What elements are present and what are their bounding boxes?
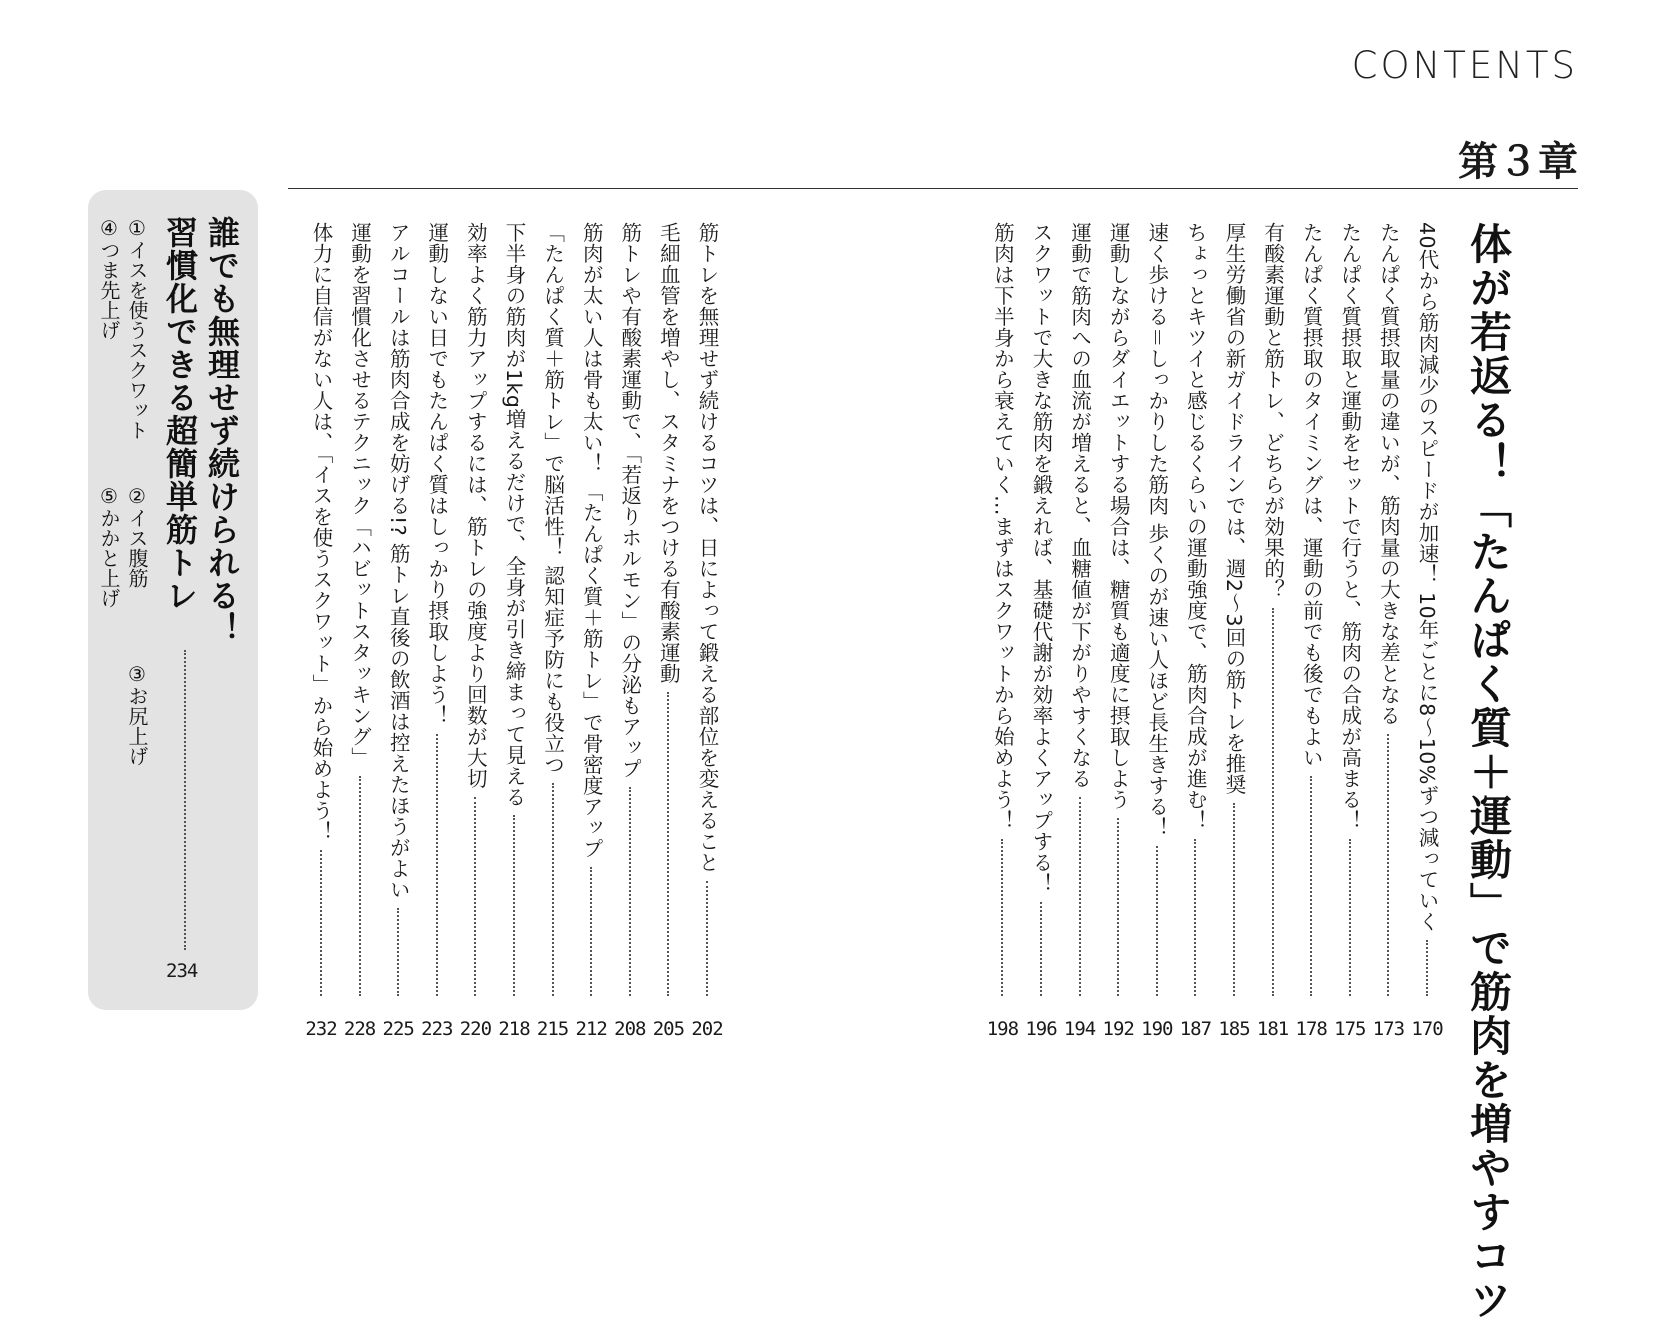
chapter-label: 第３章 <box>1458 139 1578 185</box>
toc-entry <box>1101 222 1135 1040</box>
toc-entry-title: 運動で筋肉への血流が増えると、血糖値が下がりやすくなる <box>1067 222 1092 789</box>
toc-entry <box>343 222 377 1040</box>
toc-entry-page: 228 <box>343 1018 376 1040</box>
dot-leader <box>1040 902 1042 996</box>
toc-entry <box>1256 222 1290 1040</box>
dot-leader <box>1001 839 1003 996</box>
dot-leader <box>590 867 592 996</box>
dot-leader <box>397 908 399 996</box>
toc-entry <box>1294 222 1328 1040</box>
toc-entry-page: 187 <box>1179 1018 1212 1040</box>
exercise-3: ③お尻上げ <box>125 662 149 766</box>
special-title-line1: 誰でも無理せず続けられる！ <box>203 216 241 645</box>
toc-entry <box>985 222 1019 1040</box>
toc-entry <box>458 222 492 1040</box>
dot-leader <box>552 783 554 996</box>
toc-entry-title: 速く歩ける＝しっかりした筋肉 歩くのが速い人ほど長生きする！ <box>1144 222 1169 839</box>
toc-entry <box>1333 222 1367 1040</box>
dot-leader <box>629 787 631 996</box>
toc-entry <box>1178 222 1212 1040</box>
dot-leader <box>1272 608 1274 996</box>
toc-entry-page: 178 <box>1295 1018 1327 1040</box>
toc-entry <box>1140 222 1174 1040</box>
toc-entry-page: 192 <box>1102 1018 1134 1040</box>
toc-entry <box>651 222 685 1040</box>
toc-entry <box>1371 222 1405 1040</box>
dot-leader <box>1156 846 1158 996</box>
toc-entry <box>1063 222 1097 1040</box>
toc-entry-title: 毛細血管を増やし、スタミナをつける有酸素運動 <box>656 222 681 684</box>
toc-entry-page: 223 <box>421 1018 453 1040</box>
toc-entry-title: ちょっとキツイと感じるくらいの運動強度で、筋肉合成が進む！ <box>1183 222 1208 831</box>
toc-entry-page: 212 <box>575 1018 607 1040</box>
toc-entry <box>690 222 724 1040</box>
toc-entry-title: 有酸素運動と筋トレ、どちらが効果的？ <box>1260 222 1285 600</box>
toc-entry-title: たんぱく質摂取と運動をセットで行うと、筋肉の合成が高まる！ <box>1337 222 1362 831</box>
toc-entry-title: 筋トレや有酸素運動で、「若返りホルモン」の分泌もアップ <box>617 222 642 779</box>
dot-leader <box>667 692 669 996</box>
special-page-number: 234 <box>166 960 198 982</box>
toc-entry-title: 下半身の筋肉が1kg増えるだけで、全身が引き締まって見える <box>502 222 526 808</box>
toc-entry-page: 196 <box>1025 1018 1057 1040</box>
dot-leader <box>320 850 322 996</box>
toc-entry-page: 205 <box>652 1018 685 1040</box>
toc-entry-title: 効率よく筋力アップするには、筋トレの強度より回数が大切 <box>463 222 488 789</box>
dot-leader <box>1349 839 1351 996</box>
toc-entry-title: たんぱく質摂取のタイミングは、運動の前でも後でもよい <box>1299 222 1324 768</box>
toc-entry-title: 筋トレを無理せず続けるコツは、日によって鍛える部位を変えること <box>695 222 719 873</box>
exercise-4: ④つま先上げ <box>97 216 121 340</box>
toc-entry-page: 232 <box>305 1018 337 1040</box>
toc-entry-title: 運動を習慣化させるテクニック「ハビットスタッキング」 <box>347 222 372 768</box>
toc-entry-title: スクワットで大きな筋肉を鍛えれば、基礎代謝が効率よくアップする！ <box>1029 222 1053 894</box>
toc-entry-title: アルコールは筋肉合成を妨げる!? 筋トレ直後の飲酒は控えたほうがよい <box>386 222 411 901</box>
toc-entry <box>536 222 570 1040</box>
toc-entry-title: たんぱく質摂取量の違いが、筋肉量の大きな差となる <box>1376 222 1401 726</box>
dot-leader <box>474 797 476 996</box>
toc-entry <box>304 222 338 1040</box>
toc-entry <box>613 222 647 1040</box>
toc-entry-page: 215 <box>536 1018 569 1040</box>
dot-leader <box>1426 940 1428 996</box>
toc-entry-page: 175 <box>1334 1018 1366 1040</box>
toc-entry-title: 筋肉は下半身から衰えていく…まずはスクワットから始めよう！ <box>990 222 1015 831</box>
special-title-line2: 習慣化できる超簡単筋トレ <box>161 216 199 612</box>
dot-leader <box>1194 839 1196 996</box>
toc-entry-title: 運動しながらダイエットする場合は、糖質も適度に摂取しよう <box>1106 222 1131 810</box>
toc-entry <box>1024 222 1058 1040</box>
exercise-5: ⑤かかと上げ <box>97 484 121 608</box>
special-dot-leader <box>184 650 186 950</box>
toc-entry-page: 190 <box>1141 1018 1173 1040</box>
toc-entry-page: 194 <box>1063 1018 1096 1040</box>
toc-entry <box>497 222 531 1040</box>
toc-entry-title: 体力に自信がない人は、「イスを使うスクワット」から始めよう！ <box>309 222 333 842</box>
dot-leader <box>436 734 438 996</box>
toc-entry <box>420 222 454 1040</box>
dot-leader <box>1387 734 1389 996</box>
contents-label: CONTENTS <box>1351 44 1578 87</box>
toc-entry-page: 225 <box>382 1018 414 1040</box>
toc-entry-page: 218 <box>498 1018 530 1040</box>
toc-entry-page: 220 <box>459 1018 492 1040</box>
dot-leader <box>513 815 515 996</box>
dot-leader <box>1233 803 1235 996</box>
toc-entry-page: 198 <box>986 1018 1019 1040</box>
toc-entry-title: 厚生労働省の新ガイドラインでは、週2〜3回の筋トレを推奨 <box>1222 222 1246 796</box>
toc-entry-page: 185 <box>1218 1018 1250 1040</box>
toc-entry-title: 運動しない日でもたんぱく質はしっかり摂取しよう！ <box>424 222 449 726</box>
dot-leader <box>1310 776 1312 996</box>
exercise-1: ①イスを使うスクワット <box>125 216 149 440</box>
exercise-2: ②イス腹筋 <box>125 484 149 588</box>
toc-entry-title: 「たんぱく質＋筋トレ」で脳活性！ 認知症予防にも役立つ <box>540 222 565 776</box>
toc-entry-title: 40代から筋肉減少のスピードが加速！ 10年ごとに8〜10%ずつ減っていく <box>1415 222 1439 932</box>
toc-entry <box>574 222 608 1040</box>
toc-entry-page: 170 <box>1411 1018 1443 1040</box>
toc-entry <box>1410 222 1444 1040</box>
toc-entry-page: 208 <box>614 1018 646 1040</box>
dot-leader <box>1079 797 1081 996</box>
toc-entry <box>381 222 415 1040</box>
header-rule <box>288 188 1578 189</box>
toc-entry-page: 173 <box>1372 1018 1405 1040</box>
toc-entry-page: 181 <box>1256 1018 1289 1040</box>
toc-entry-title: 筋肉が太い人は骨も太い！ 「たんぱく質＋筋トレ」で骨密度アップ <box>579 222 604 860</box>
toc-entry <box>1217 222 1251 1040</box>
toc-entry-page: 202 <box>691 1018 723 1040</box>
chapter-title: 体が若返る！「たんぱく質＋運動」で筋肉を増やすコツ <box>1464 222 1513 1322</box>
dot-leader <box>359 776 361 996</box>
dot-leader <box>706 881 708 996</box>
dot-leader <box>1117 818 1119 996</box>
